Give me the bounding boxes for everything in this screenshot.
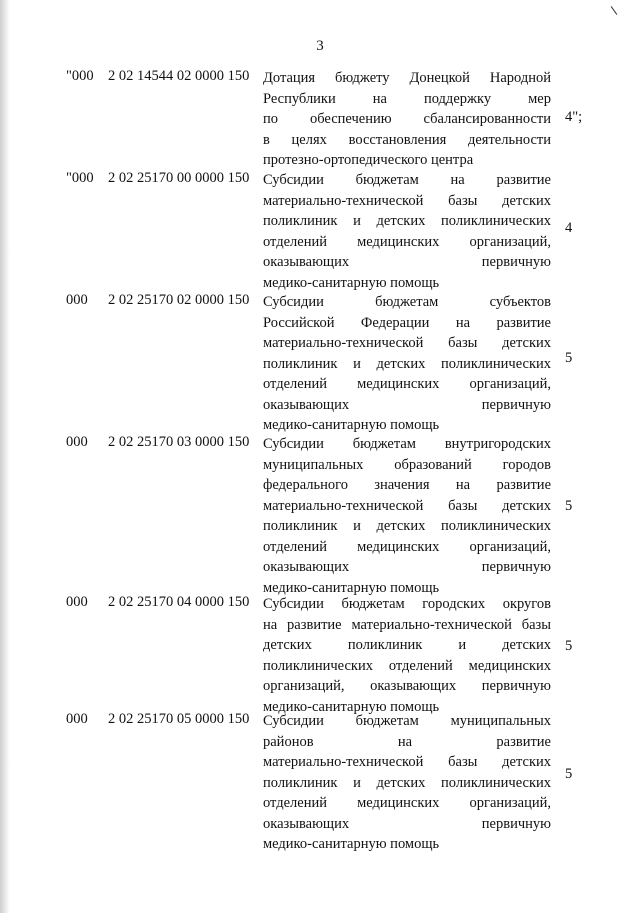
description-line: медико-санитарную помощь <box>263 836 440 852</box>
row-prefix: 000 <box>66 434 88 450</box>
description-line: Субсидии бюджетам на развитие <box>263 172 551 188</box>
description-line: по обеспечению сбалансированности <box>263 111 551 127</box>
description-line: оказывающих первичную <box>263 815 551 832</box>
classification-code: 2 02 25170 00 0000 150 <box>108 170 250 186</box>
classification-code: 2 02 25170 02 0000 150 <box>108 292 250 308</box>
description-line: поликлиник и детских поликлинических <box>263 518 551 534</box>
description-line: в целях восстановления деятельности <box>263 131 551 148</box>
description-line: Дотация бюджету Донецкой Народной <box>263 70 551 86</box>
classification-code: 2 02 25170 03 0000 150 <box>108 434 250 450</box>
row-prefix: 000 <box>66 594 88 610</box>
description-line: оказывающих первичную <box>263 559 551 575</box>
description-line: медико-санитарную помощь <box>263 417 440 433</box>
description-line: на развитие материально-технической базы <box>263 616 551 633</box>
row-prefix: 000 <box>66 711 88 727</box>
scan-corner-mark <box>611 6 618 15</box>
classification-code: 2 02 25170 04 0000 150 <box>108 594 250 610</box>
row-description <box>263 292 551 436</box>
page-number: 3 <box>316 38 324 54</box>
description-line: Субсидии бюджетам субъектов <box>263 294 551 310</box>
description-line: материально-технической базы детских <box>263 497 551 514</box>
description-line: протезно-ортопедического центра <box>263 152 474 168</box>
description-line: отделений медицинских организаций, <box>263 233 551 250</box>
classification-code: 2 02 14544 02 0000 150 <box>108 68 250 84</box>
description-line: материально-технической базы детских <box>263 192 551 209</box>
description-line: поликлиник и детских поликлинических <box>263 213 551 229</box>
description-line: Субсидии бюджетам муниципальных <box>263 713 551 729</box>
description-line: медико-санитарную помощь <box>263 698 440 715</box>
row-prefix: "000 <box>66 170 94 186</box>
description-line: медико-санитарную помощь <box>263 274 440 291</box>
row-amount: 4 <box>565 220 573 236</box>
description-line: Российской Федерации на развитие <box>263 314 551 331</box>
description-line: оказывающих первичную <box>263 396 551 413</box>
row-amount: 4"; <box>565 109 583 125</box>
classification-code: 2 02 25170 05 0000 150 <box>108 711 250 727</box>
description-line: организаций, оказывающих первичную <box>263 678 551 694</box>
description-line: поликлиник и детских поликлинических <box>263 355 551 372</box>
row-description <box>263 434 551 598</box>
row-prefix: 000 <box>66 292 88 308</box>
row-description <box>263 68 551 171</box>
description-line: муниципальных образований городов <box>263 456 551 473</box>
scan-edge-shadow <box>0 0 10 913</box>
description-line: оказывающих первичную <box>263 254 551 270</box>
row-description <box>263 594 551 717</box>
row-description <box>263 711 551 855</box>
description-line: поликлинических отделений медицинских <box>263 657 551 674</box>
row-description <box>263 170 551 293</box>
description-line: отделений медицинских организаций, <box>263 538 551 555</box>
description-line: Субсидии бюджетам городских округов <box>263 596 551 612</box>
description-line: детских поликлиник и детских <box>263 637 551 653</box>
description-line: отделений медицинских организаций, <box>263 376 551 392</box>
description-line: Субсидии бюджетам внутригородских <box>263 436 551 452</box>
description-line: отделений медицинских организаций, <box>263 795 551 811</box>
description-line: медико-санитарную помощь <box>263 579 440 596</box>
description-line: материально-технической базы детских <box>263 335 551 351</box>
row-amount: 5 <box>565 350 573 366</box>
row-prefix: "000 <box>66 68 94 84</box>
description-line: материально-технической базы детских <box>263 754 551 770</box>
row-amount: 5 <box>565 638 573 654</box>
description-line: Республики на поддержку мер <box>263 90 551 107</box>
description-line: поликлиник и детских поликлинических <box>263 774 551 791</box>
row-amount: 5 <box>565 498 573 514</box>
row-amount: 5 <box>565 766 573 782</box>
description-line: районов на развитие <box>263 733 551 750</box>
description-line: федерального значения на развитие <box>263 477 551 493</box>
